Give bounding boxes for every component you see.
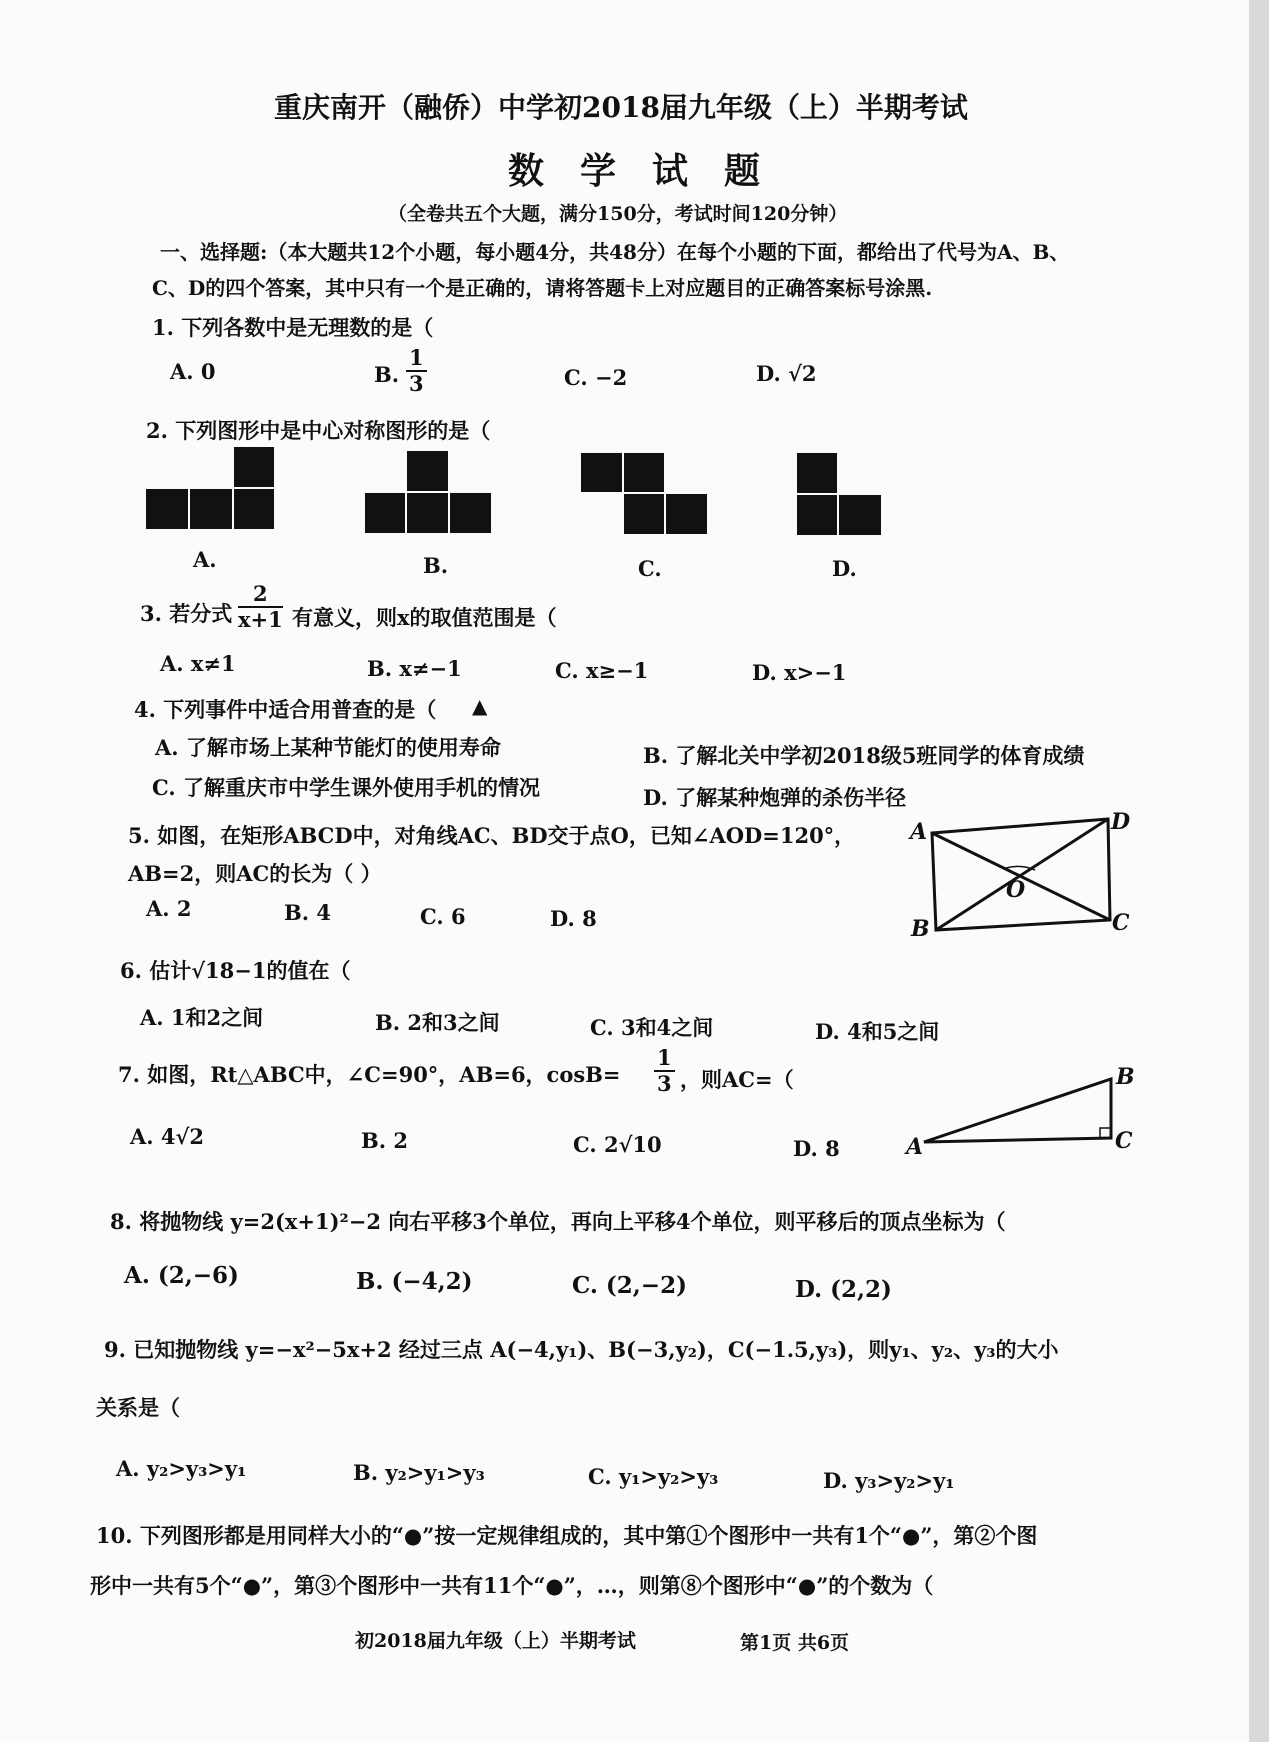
q5-option-b: B. 4 bbox=[284, 900, 331, 925]
question-9-stem-line2: 关系是（ bbox=[96, 1395, 180, 1420]
q7-fraction: $\frac{1}{3}$ bbox=[654, 1046, 675, 1096]
scan-right-edge bbox=[1249, 0, 1269, 1742]
question-5-stem-line1: 5. 如图，在矩形ABCD中，对角线AC、BD交于点O，已知∠AOD=120°， bbox=[128, 823, 856, 848]
q5-rectangle-figure bbox=[910, 806, 1140, 942]
q8-option-d: D. (2,2) bbox=[795, 1276, 892, 1303]
q4-option-b: B. 了解北关中学初2018级5班同学的体育成绩 bbox=[643, 743, 1085, 768]
q3-option-a: A. x≠1 bbox=[160, 651, 236, 676]
q5-vertex-b: B bbox=[911, 916, 930, 942]
q2-label-d: D. bbox=[832, 556, 857, 581]
q1-option-d: D. √2 bbox=[756, 361, 817, 386]
question-10-stem-line1: 10. 下列图形都是用同样大小的“●”按一定规律组成的，其中第①个图形中一共有1个“●”，第②个图 bbox=[96, 1523, 1038, 1548]
section-intro-line1: 一、选择题:（本大题共12个小题，每小题4分，共48分）在每个小题的下面，都给出了代号为A、B、 bbox=[160, 240, 1070, 264]
question-1-stem: 1. 下列各数中是无理数的是（ bbox=[152, 315, 434, 340]
q5-vertex-d: D bbox=[1111, 809, 1131, 835]
q5-option-a: A. 2 bbox=[146, 896, 192, 921]
q7-triangle-figure bbox=[906, 1064, 1136, 1160]
question-7-stem-prefix: 7. 如图，Rt△ABC中，∠C=90°，AB=6，cosB= bbox=[118, 1062, 621, 1087]
q8-option-a: A. (2,−6) bbox=[124, 1262, 239, 1289]
question-7-stem-suffix: ，则AC=（ bbox=[680, 1067, 794, 1092]
q9-option-c: C. y₁>y₂>y₃ bbox=[588, 1464, 719, 1489]
q9-option-d: D. y₃>y₂>y₁ bbox=[823, 1468, 955, 1493]
q9-option-a: A. y₂>y₃>y₁ bbox=[116, 1456, 247, 1481]
q3-option-d: D. x>−1 bbox=[752, 660, 847, 685]
question-9-stem-line1: 9. 已知抛物线 y=−x²−5x+2 经过三点 A(−4,y₁)、B(−3,y₂)，C(−1.5,y₃)，则y₁、y₂、y₃的大小 bbox=[104, 1337, 1059, 1362]
q2-label-b: B. bbox=[423, 553, 449, 578]
q7-option-a: A. 4√2 bbox=[130, 1124, 204, 1149]
q1-option-c: C. −2 bbox=[564, 365, 628, 390]
q6-option-a: A. 1和2之间 bbox=[140, 1005, 264, 1030]
q2-label-a: A. bbox=[193, 547, 217, 572]
q3-option-c: C. x≥−1 bbox=[555, 658, 649, 683]
q1-option-a: A. 0 bbox=[170, 359, 216, 384]
question-5-stem-line2: AB=2，则AC的长为（ ） bbox=[128, 861, 382, 886]
q6-option-c: C. 3和4之间 bbox=[590, 1015, 714, 1040]
q2-figure-b bbox=[364, 450, 492, 534]
q3-option-b: B. x≠−1 bbox=[367, 656, 462, 681]
q7-vertex-b: B bbox=[1116, 1064, 1135, 1090]
school-title: 重庆南开（融侨）中学初2018届九年级（上）半期考试 bbox=[274, 91, 968, 124]
q4-option-c: C. 了解重庆市中学生课外使用手机的情况 bbox=[152, 775, 540, 800]
question-3-stem-prefix: 3. 若分式 bbox=[140, 601, 233, 626]
question-2-stem: 2. 下列图形中是中心对称图形的是（ bbox=[146, 418, 491, 443]
q4-option-d: D. 了解某种炮弹的杀伤半径 bbox=[643, 785, 907, 810]
q2-figures bbox=[140, 442, 1020, 562]
q5-vertex-a: A bbox=[910, 819, 928, 845]
subject-title: 数学试题 bbox=[508, 150, 797, 192]
q7-vertex-a: A bbox=[906, 1134, 924, 1160]
q6-option-b: B. 2和3之间 bbox=[375, 1010, 500, 1035]
q7-vertex-c: C bbox=[1115, 1128, 1133, 1154]
question-6-stem: 6. 估计√18−1的值在（ bbox=[120, 958, 351, 983]
q9-option-b: B. y₂>y₁>y₃ bbox=[353, 1460, 485, 1485]
footer-page-info: 第1页 共6页 bbox=[740, 1632, 850, 1654]
q8-option-c: C. (2,−2) bbox=[572, 1272, 687, 1299]
q7-option-d: D. 8 bbox=[793, 1136, 840, 1161]
footer-exam-name: 初2018届九年级（上）半期考试 bbox=[355, 1630, 636, 1652]
q2-figure-c bbox=[580, 452, 708, 535]
question-3-stem-suffix: 有意义，则x的取值范围是（ bbox=[292, 605, 557, 630]
q1-option-b: B. bbox=[374, 362, 400, 387]
question-10-stem-line2: 形中一共有5个“●”，第③个图形中一共有11个“●”，…，则第⑧个图形中“●”的个数为（ bbox=[90, 1573, 934, 1598]
answer-mark: ▲ bbox=[472, 694, 488, 718]
q2-figure-d bbox=[796, 452, 882, 536]
q4-option-a: A. 了解市场上某种节能灯的使用寿命 bbox=[155, 735, 501, 760]
q5-option-c: C. 6 bbox=[420, 904, 466, 929]
q1-fraction: $\frac{1}{3}$ bbox=[406, 346, 427, 396]
q2-label-c: C. bbox=[638, 556, 662, 581]
question-8-stem: 8. 将抛物线 y=2(x+1)²−2 向右平移3个单位，再向上平移4个单位，则平移后的顶点坐标为（ bbox=[110, 1209, 1006, 1234]
q3-fraction: $\frac{2}{x+1}$ bbox=[238, 581, 283, 632]
q5-option-d: D. 8 bbox=[550, 906, 597, 931]
section-intro-line2: C、D的四个答案，其中只有一个是正确的，请将答题卡上对应题目的正确答案标号涂黑. bbox=[152, 276, 933, 300]
q5-vertex-c: C bbox=[1112, 910, 1130, 936]
q2-figure-a bbox=[145, 446, 275, 530]
q7-option-b: B. 2 bbox=[361, 1128, 408, 1153]
q6-option-d: D. 4和5之间 bbox=[815, 1019, 940, 1044]
question-4-stem: 4. 下列事件中适合用普查的是（ bbox=[134, 697, 437, 722]
q7-option-c: C. 2√10 bbox=[573, 1132, 662, 1157]
q8-option-b: B. (−4,2) bbox=[356, 1268, 473, 1295]
q5-point-o: O bbox=[1006, 877, 1026, 903]
exam-note: （全卷共五个大题，满分150分，考试时间120分钟） bbox=[388, 203, 848, 225]
